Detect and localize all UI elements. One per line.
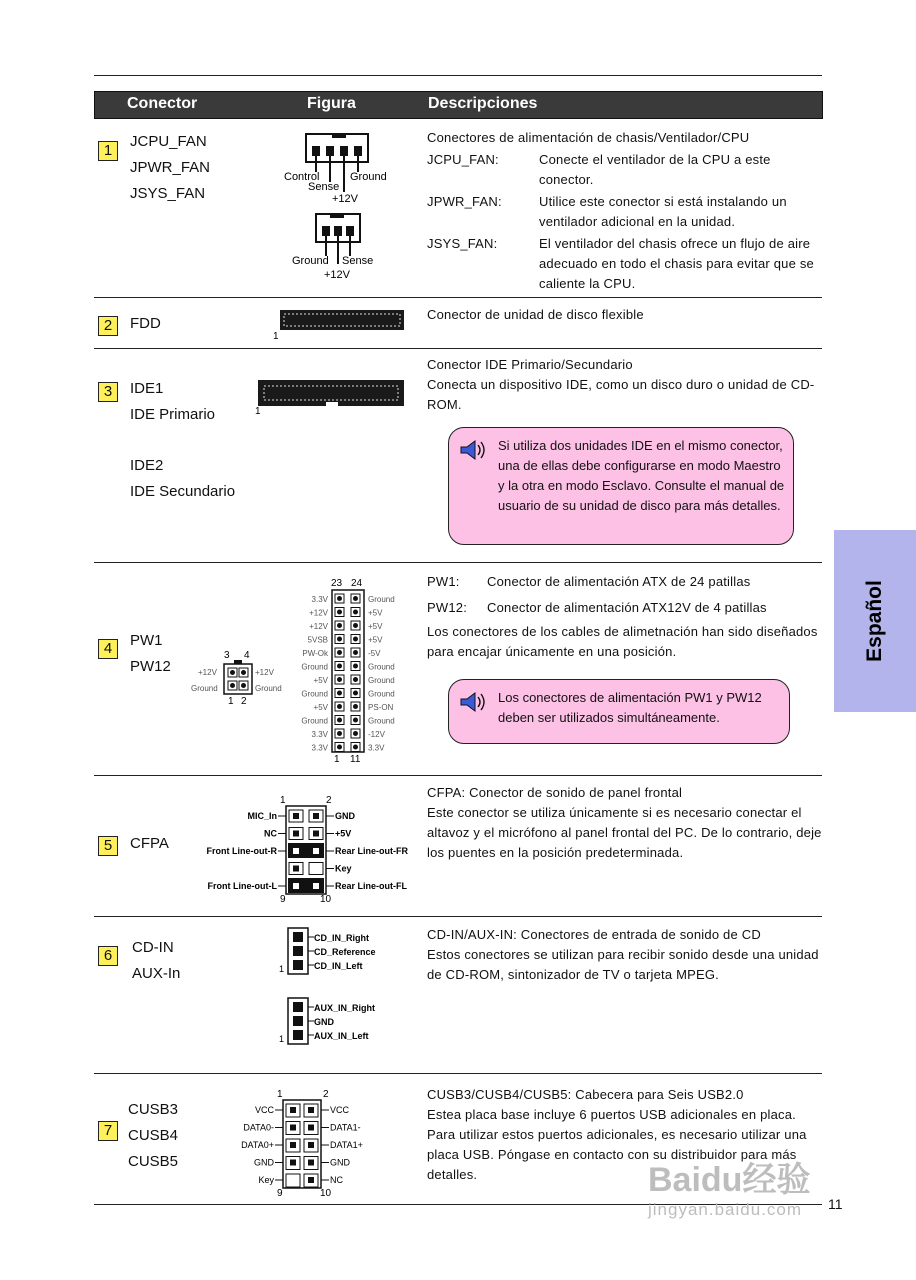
pin xyxy=(337,650,342,655)
pin-label: 3.3V xyxy=(311,743,328,753)
connector-name: CFPA xyxy=(130,835,169,852)
pin xyxy=(353,691,358,696)
pin-label: Rear Line-out-FL xyxy=(335,881,407,891)
section-number: 1 xyxy=(98,141,118,161)
pin-label: 3.3V xyxy=(368,743,385,753)
pin-1-label: 1 xyxy=(255,406,261,417)
label-12v: +12V xyxy=(332,193,358,205)
pin-label: 11 xyxy=(350,754,361,765)
section-number: 7 xyxy=(98,1121,118,1141)
pin-label: 1 xyxy=(334,754,340,765)
desc-text: Estos conectores se utilizan para recibir sonido desde una unidad de CD-ROM, sintonizador de TV o tarjeta MPEG. xyxy=(427,947,819,982)
desc-text: Los conectores de los cables de alimetnación han sido diseñados para encajar únicamente en una posición. xyxy=(427,624,818,659)
pin-label: +5V xyxy=(368,635,383,645)
pin-label: 4 xyxy=(244,650,250,661)
section-description xyxy=(427,925,825,985)
pin-label: +12V xyxy=(309,608,328,618)
connector-name: IDE Secundario xyxy=(130,483,236,500)
pin-label: -5V xyxy=(368,649,381,658)
pin-label: 2 xyxy=(241,696,247,707)
label-ground: Ground xyxy=(350,171,387,183)
pin-label: DATA0+ xyxy=(241,1140,274,1150)
desc-key: PW12: xyxy=(427,600,468,615)
row-divider xyxy=(94,297,822,298)
row-divider xyxy=(94,562,822,563)
pin-label: Ground xyxy=(301,662,328,672)
pin-label: Ground xyxy=(368,595,395,604)
pin-label: MIC_In xyxy=(247,811,277,821)
pin-label: VCC xyxy=(254,1105,274,1115)
pin-label: CD_IN_Right xyxy=(314,933,370,943)
pin-label: Ground xyxy=(368,716,395,726)
pin-label: Ground xyxy=(301,689,328,699)
pin xyxy=(337,596,342,601)
connector-name: PW1 xyxy=(130,632,163,649)
desc-item xyxy=(427,150,817,190)
pin-label: +5V xyxy=(313,676,328,685)
pin-label: GND xyxy=(314,1017,334,1027)
connector-name: PW12 xyxy=(130,658,171,675)
desc-item xyxy=(427,572,827,592)
pin-label: DATA0- xyxy=(243,1122,274,1133)
pin-label: 10 xyxy=(320,1188,332,1199)
pin xyxy=(337,704,342,709)
pin xyxy=(353,731,358,736)
pin-label: 1 xyxy=(228,696,234,707)
pin-label: PW-Ok xyxy=(302,649,328,658)
pin-label: 1 xyxy=(280,795,286,806)
speaker-icon xyxy=(459,438,487,462)
pin-label: 2 xyxy=(323,1089,329,1100)
watermark xyxy=(648,1160,810,1220)
pin xyxy=(353,718,358,723)
pin-label: 24 xyxy=(351,578,363,589)
section-description: Conector de unidad de disco flexible xyxy=(427,307,644,322)
pin-label: Ground xyxy=(368,689,395,699)
note-text: Los conectores de alimentación PW1 y PW12 deben ser utilizados simultáneamente. xyxy=(498,690,762,725)
pin-label: Ground xyxy=(255,684,282,693)
pin-label: Ground xyxy=(368,662,395,672)
pin xyxy=(353,677,358,682)
connector-name: JPWR_FAN xyxy=(130,159,211,176)
pin-label: Front Line-out-R xyxy=(206,846,277,856)
pin xyxy=(337,731,342,736)
pin xyxy=(353,596,358,601)
connector-name: JSYS_FAN xyxy=(130,185,206,202)
label-sense: Sense xyxy=(342,255,374,267)
pw12-connector-figure xyxy=(188,646,288,710)
connector-name: JCPU_FAN xyxy=(130,133,207,150)
desc-item xyxy=(427,598,827,618)
label-control: Control xyxy=(284,171,320,183)
pin-label: Ground xyxy=(301,716,328,726)
desc-title: Conector IDE Primario/Secundario xyxy=(427,357,633,372)
connector-name: CUSB3 xyxy=(128,1101,179,1118)
pin-label: +5V xyxy=(368,622,383,631)
connector-name: AUX-In xyxy=(132,965,181,982)
desc-value: Utilice este conector si está instalando un ventilador adicional en la unidad. xyxy=(539,194,787,229)
pin xyxy=(337,623,342,628)
desc-key: JPWR_FAN: xyxy=(427,194,502,209)
pin-label: Key xyxy=(258,1175,274,1185)
pin-label: 9 xyxy=(277,1188,283,1199)
desc-title: Conectores de alimentación de chasis/Ventilador/CPU xyxy=(427,130,750,145)
language-side-tab xyxy=(834,530,916,712)
pin-label: DATA1- xyxy=(330,1122,361,1133)
pin-label: GND xyxy=(254,1157,274,1168)
row-divider xyxy=(94,348,822,349)
pin xyxy=(337,664,342,669)
pin xyxy=(353,650,358,655)
section-description xyxy=(427,572,827,662)
desc-text: Estea placa base incluye 6 puertos USB adicionales en placa. Para utilizar estos puertos adicionales, es necesario utilizar una placa USB. Póngase en contacto con su distribuidor para más detalles. xyxy=(427,1107,807,1182)
section-number: 2 xyxy=(98,316,118,336)
label-12v: +12V xyxy=(324,269,350,281)
pin xyxy=(337,691,342,696)
pin-label: GND xyxy=(335,811,355,821)
pin-label: AUX_IN_Right xyxy=(314,1003,376,1013)
pin-label: 9 xyxy=(280,894,286,905)
connector-name: FDD xyxy=(130,315,161,332)
connector-names xyxy=(130,129,210,207)
pin xyxy=(353,610,358,615)
pin xyxy=(353,637,358,642)
connector-name: CD-IN xyxy=(132,939,174,956)
header-conector: Conector xyxy=(127,95,198,112)
pin-label: NC xyxy=(264,828,277,839)
section-number: 6 xyxy=(98,946,118,966)
label-ground: Ground xyxy=(292,255,329,267)
desc-title: CUSB3/CUSB4/CUSB5: Cabecera para Seis USB2.0 xyxy=(427,1087,744,1102)
pin-label: 10 xyxy=(320,894,332,905)
desc-value: Conector de alimentación ATX12V de 4 patillas xyxy=(487,600,767,615)
connector-name: IDE Primario xyxy=(130,406,216,423)
pin-label: +12V xyxy=(198,668,217,677)
desc-key: PW1: xyxy=(427,574,460,589)
cfpa-connector-figure xyxy=(200,792,425,908)
desc-key: JCPU_FAN: xyxy=(427,152,499,167)
pin-label: AUX_IN_Left xyxy=(314,1031,369,1041)
pin-label: +5V xyxy=(313,703,328,712)
pin-label: +5V xyxy=(335,828,352,839)
pin-label: VCC xyxy=(330,1105,350,1115)
pin-label: +12V xyxy=(309,622,328,631)
desc-value: El ventilador del chasis ofrece un flujo de aire adecuado en todo el chasis para evitar que se caliente la CPU. xyxy=(539,236,814,291)
pin-label: Ground xyxy=(368,676,395,685)
page-number: 11 xyxy=(828,1196,843,1212)
usb-connector-figure xyxy=(228,1086,378,1200)
pin-label: Front Line-out-L xyxy=(207,881,277,891)
connector-name: IDE1 xyxy=(130,380,164,397)
ide-connector-figure xyxy=(252,376,412,420)
pin-label: 3.3V xyxy=(311,730,328,739)
pin-label: 3.3V xyxy=(311,595,328,604)
cd-aux-connector-figure xyxy=(276,926,426,1056)
pin-label: GND xyxy=(330,1157,350,1168)
speaker-icon xyxy=(459,690,487,714)
pin-label: Ground xyxy=(191,684,218,693)
pin-label: DATA1+ xyxy=(330,1140,363,1150)
note-box xyxy=(448,427,794,545)
row-divider xyxy=(94,1073,822,1074)
pin-label: 1 xyxy=(279,1034,285,1044)
section-number: 5 xyxy=(98,836,118,856)
connector-name: CUSB4 xyxy=(128,1127,179,1144)
fdd-connector-figure xyxy=(270,306,410,342)
pin-1-label: 1 xyxy=(273,331,279,342)
connector-name: CUSB5 xyxy=(128,1153,179,1170)
desc-item xyxy=(427,192,817,232)
section-description xyxy=(427,355,822,415)
pin-label: NC xyxy=(330,1175,343,1185)
connector-name: IDE2 xyxy=(130,457,164,474)
pin xyxy=(337,718,342,723)
pin xyxy=(353,623,358,628)
pin-label: Key xyxy=(335,863,352,874)
section-number: 4 xyxy=(98,639,118,659)
pin xyxy=(337,745,342,750)
desc-text: Este conector se utiliza únicamente si es necesario conectar el altavoz y el micrófono al panel frontal del PC. De lo contrario, deje los puentes en la posición predeterminada. xyxy=(427,805,822,860)
pin xyxy=(337,610,342,615)
desc-title: CD-IN/AUX-IN: Conectores de entrada de sonido de CD xyxy=(427,927,761,942)
pin-label: 5VSB xyxy=(307,635,328,645)
desc-value: Conector de alimentación ATX de 24 patillas xyxy=(487,574,751,589)
watermark-brand: Baidu经验 xyxy=(648,1161,811,1199)
desc-text: Conecta un dispositivo IDE, como un disco duro o unidad de CD-ROM. xyxy=(427,377,815,412)
header-figura: Figura xyxy=(307,95,356,112)
section-description xyxy=(427,783,825,863)
table-header xyxy=(94,91,823,119)
pin-label: 1 xyxy=(279,964,285,974)
watermark-url: jingyan.baidu.com xyxy=(648,1200,803,1219)
row-divider xyxy=(94,916,822,917)
note-text: Si utiliza dos unidades IDE en el mismo conector, una de ellas debe configurarse en modo Maestro y la otra en modo Esclavo. Consulte el manual de usuario de su unidad de disco para más detalles. xyxy=(498,438,785,513)
pin-label: Rear Line-out-FR xyxy=(335,846,408,856)
top-rule xyxy=(94,75,822,76)
pw1-connector-figure xyxy=(294,576,414,768)
label-sense: Sense xyxy=(308,181,340,193)
pin xyxy=(337,637,342,642)
pin-label: PS-ON xyxy=(368,703,394,712)
side-tab-label: Español xyxy=(863,580,886,662)
pin xyxy=(353,745,358,750)
pin-label: 2 xyxy=(326,795,332,806)
desc-title: CFPA: Conector de sonido de panel frontal xyxy=(427,785,683,800)
section-description xyxy=(427,128,817,294)
pin-label: -12V xyxy=(368,730,385,739)
desc-value: Conecte el ventilador de la CPU a este conector. xyxy=(539,152,771,187)
pin-label: 23 xyxy=(331,578,343,589)
desc-key: JSYS_FAN: xyxy=(427,236,498,251)
pin-label: 1 xyxy=(277,1089,283,1100)
pin-label: +5V xyxy=(368,608,383,618)
pin-label: CD_IN_Left xyxy=(314,961,363,971)
section-number: 3 xyxy=(98,382,118,402)
fan-connector-figure xyxy=(270,128,410,288)
desc-item xyxy=(427,234,817,294)
pin xyxy=(353,664,358,669)
pin xyxy=(337,677,342,682)
row-divider xyxy=(94,775,822,776)
pin-label: 3 xyxy=(224,650,230,661)
pin xyxy=(353,704,358,709)
header-descripciones: Descripciones xyxy=(428,95,538,112)
pin-label: +12V xyxy=(255,668,274,677)
note-box xyxy=(448,679,790,744)
pin-label: CD_Reference xyxy=(314,947,376,957)
